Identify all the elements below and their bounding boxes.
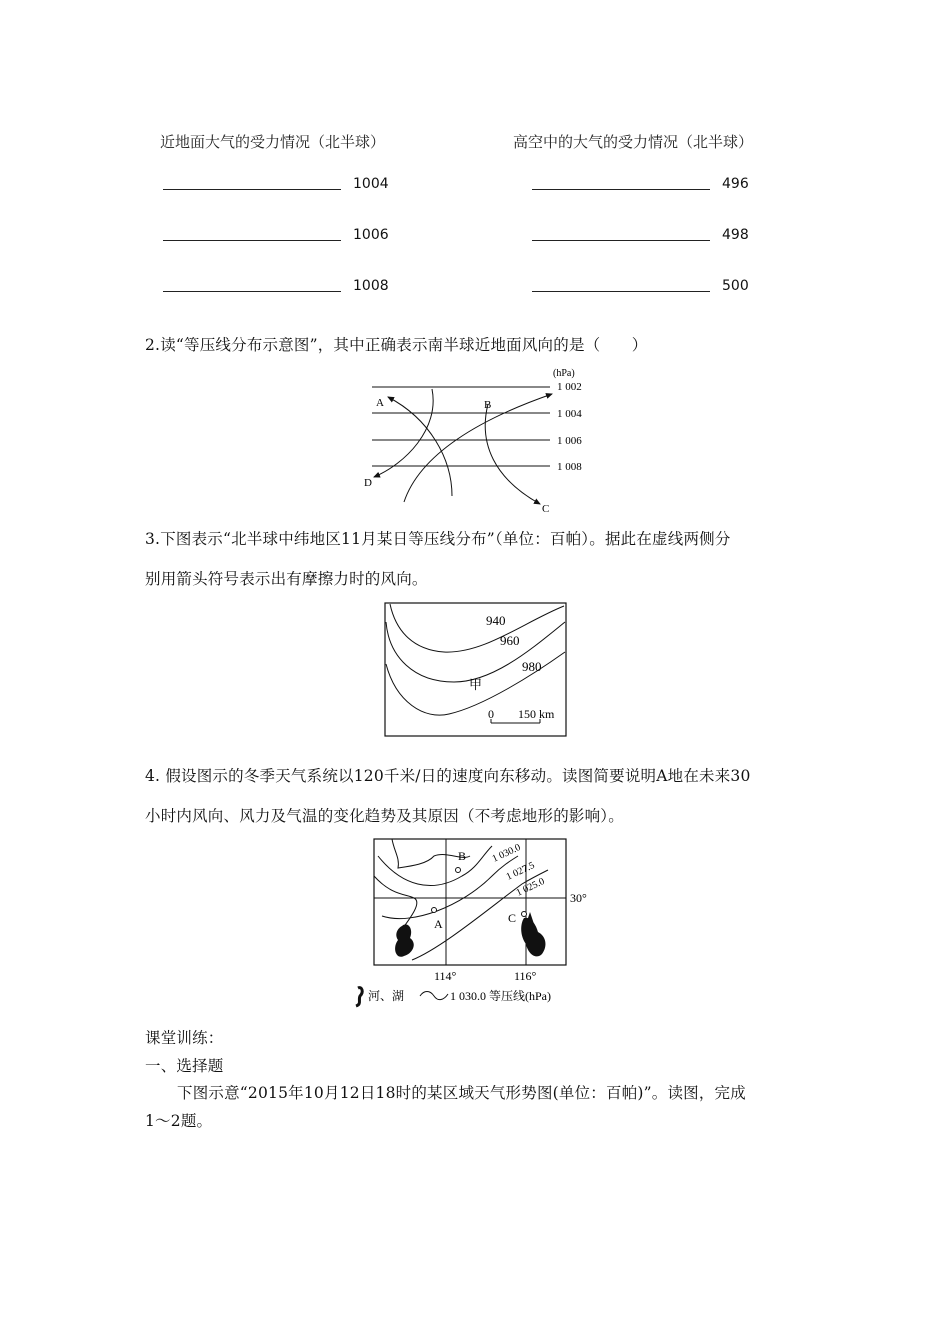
point-label-b: B <box>458 849 467 863</box>
wind-arrow-c <box>485 404 540 504</box>
isobar-map-q3 <box>384 602 568 738</box>
right-table-title: 高空中的大气的受力情况（北半球） <box>513 133 754 151</box>
point-b <box>456 868 461 873</box>
scale-zero: 0 <box>488 707 494 721</box>
isobar-label: 1 006 <box>557 435 582 447</box>
answer-line[interactable] <box>532 240 710 241</box>
isobar-label: 1 030.0 <box>490 842 523 865</box>
pressure-value: 1008 <box>353 278 389 294</box>
answer-line[interactable] <box>532 291 710 292</box>
pressure-value: 500 <box>722 278 749 294</box>
place-label-jia: 甲 <box>469 677 483 692</box>
question-2-text: 2.读“等压线分布示意图”，其中正确表示南半球近地面风向的是（ ） <box>145 336 648 354</box>
question-4-line-2: 小时内风向、风力及气温的变化趋势及其原因（不考虑地形的影响）。 <box>145 807 624 825</box>
point-a <box>432 908 437 913</box>
point-label-a: A <box>434 917 443 931</box>
practice-intro-line-1: 下图示意“2015年10月12日18时的某区域天气形势图(单位：百帕)”。读图，完成 <box>177 1084 746 1102</box>
longitude-label: 114° <box>434 969 457 983</box>
isobar-diagram-q2 <box>360 364 600 514</box>
isobar-940 <box>390 604 564 652</box>
pressure-value: 1006 <box>353 227 389 243</box>
isobar-1027 <box>382 856 518 919</box>
isobar-label: 980 <box>522 659 542 674</box>
pressure-value: 1004 <box>353 176 389 192</box>
latitude-label: 30° <box>570 891 587 905</box>
isobar-label: 1 002 <box>557 381 582 393</box>
answer-line[interactable] <box>163 291 341 292</box>
point-label-c: C <box>508 911 517 925</box>
answer-line[interactable] <box>532 189 710 190</box>
pressure-value: 498 <box>722 227 749 243</box>
point-c <box>522 912 527 917</box>
isobar-label: 940 <box>486 613 506 628</box>
practice-intro-line-2: 1～2题。 <box>145 1112 213 1130</box>
point-label-a: A <box>376 397 384 409</box>
practice-heading: 课堂训练： <box>145 1029 224 1047</box>
isobar-1030 <box>378 846 492 886</box>
weather-map-q4 <box>352 836 602 1008</box>
legend-isobar-label: 1 030.0 等压线(hPa) <box>450 989 551 1003</box>
point-label-c: C <box>542 503 550 514</box>
question-4-line-1: 4. 假设图示的冬季天气系统以120千米/日的速度向东移动。读图简要说明A地在未来30 <box>145 767 751 785</box>
scale-distance: 150 km <box>518 707 555 721</box>
legend-river-label: 河、湖 <box>368 989 405 1003</box>
pressure-value: 496 <box>722 176 749 192</box>
question-3-line-1: 3.下图表示“北半球中纬地区11月某日等压线分布”（单位：百帕）。据此在虚线两侧分 <box>145 530 731 548</box>
isobar-label: 1 027.5 <box>504 860 537 883</box>
answer-line[interactable] <box>163 240 341 241</box>
point-label-b: B <box>484 399 492 411</box>
isobar-label: 1 008 <box>557 461 582 473</box>
river-legend-icon <box>356 988 362 1006</box>
isobar-label: 960 <box>500 633 520 648</box>
longitude-label: 116° <box>514 969 537 983</box>
wind-arrow-a <box>388 397 452 496</box>
section-heading: 一、选择题 <box>145 1057 224 1075</box>
left-table-title: 近地面大气的受力情况（北半球） <box>160 133 386 151</box>
answer-line[interactable] <box>163 189 341 190</box>
point-label-d: D <box>364 477 372 489</box>
isobar-label: 1 004 <box>557 408 582 420</box>
wind-arrow-b <box>404 394 552 502</box>
question-3-line-2: 别用箭头符号表示出有摩擦力时的风向。 <box>145 570 428 588</box>
unit-label: (hPa) <box>553 368 575 379</box>
lake-left <box>395 924 414 956</box>
isobar-legend-icon <box>420 992 448 1000</box>
isobar-label: 1 025.0 <box>514 876 547 899</box>
